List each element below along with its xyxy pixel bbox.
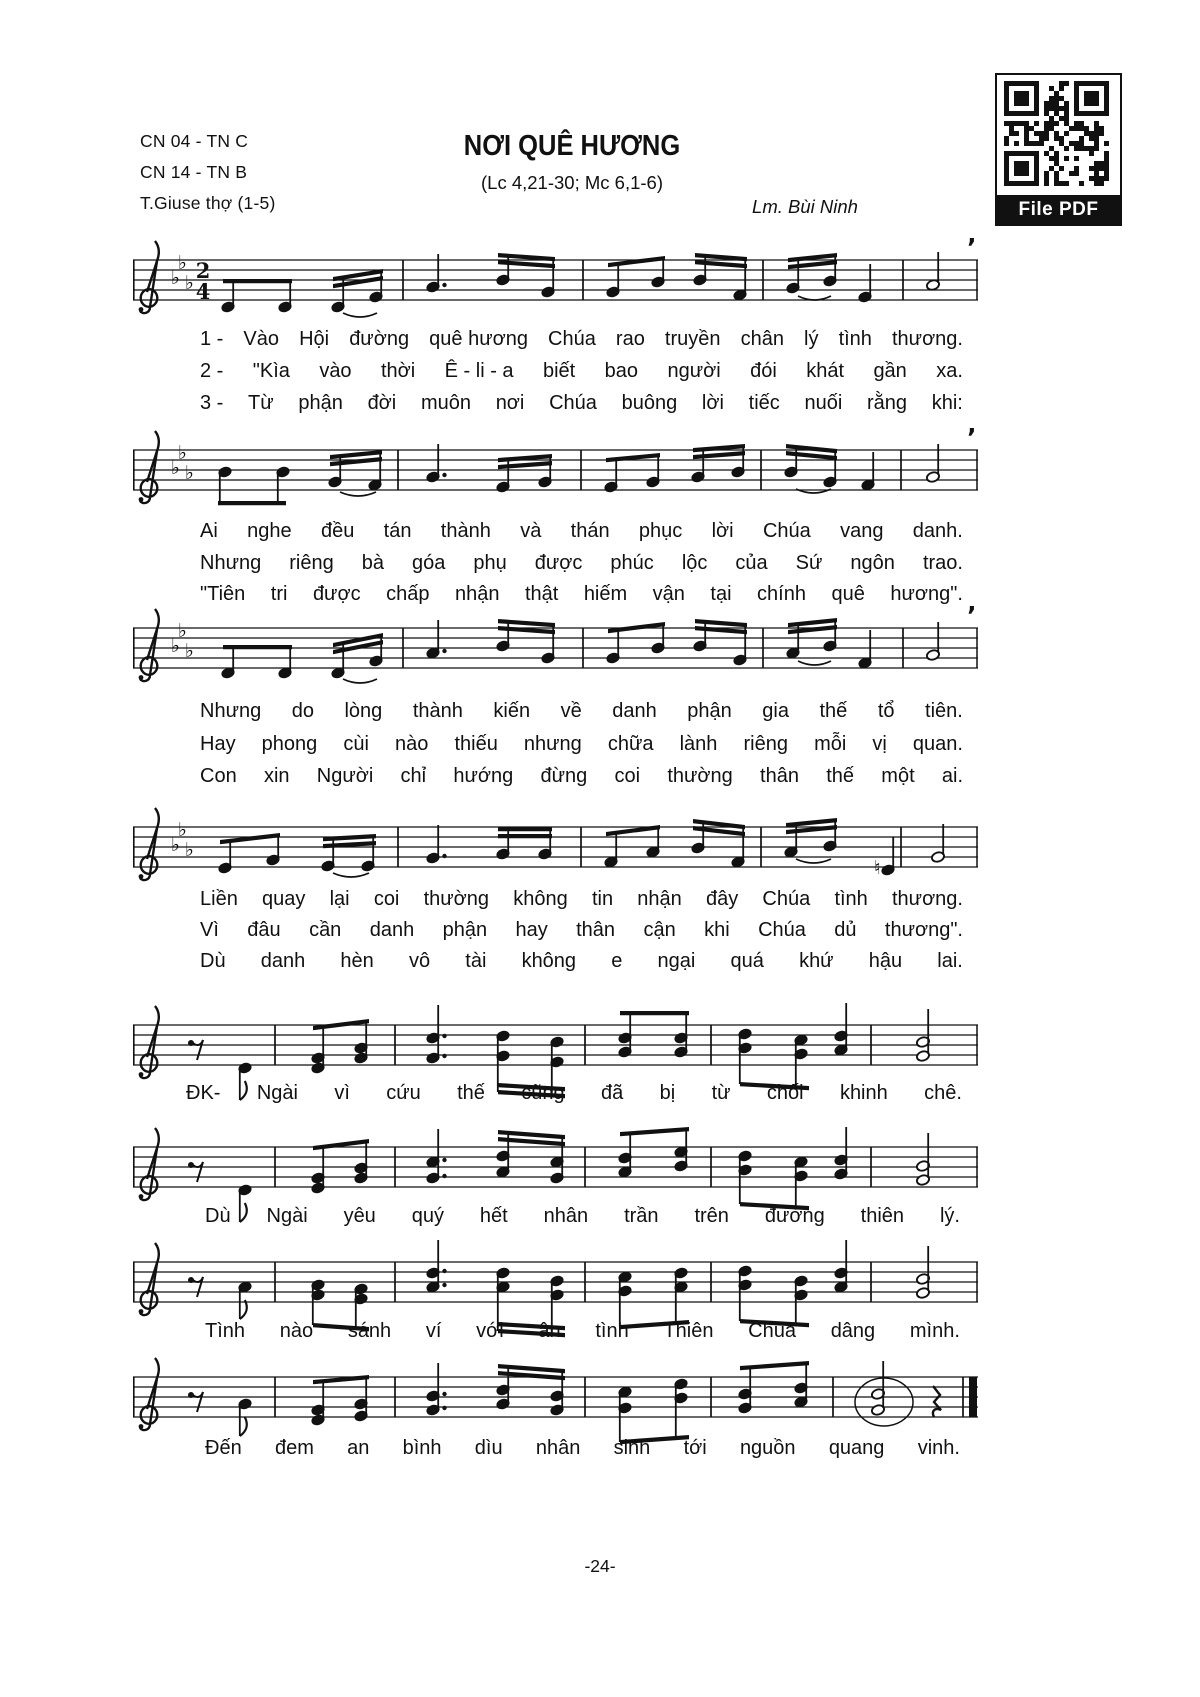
lyric-word: quê hương (429, 328, 528, 350)
lyric-word: muôn (420, 392, 471, 414)
lyric-word: cứu (386, 1082, 421, 1104)
song-title: NƠI QUÊ HƯƠNG (463, 130, 681, 162)
lyric-word: nào (395, 733, 429, 755)
lyric-word: ngại (657, 950, 696, 972)
lyric-word: bị (659, 1082, 676, 1104)
lyric-word: được (534, 552, 583, 574)
lyric-word: Sứ (795, 552, 823, 574)
lyric-word: bình (402, 1437, 442, 1459)
liturgical-refs (140, 126, 275, 219)
lyric-word: rằng (866, 392, 908, 414)
lyric-word: trên (694, 1205, 729, 1227)
lyric-word: tiếc (748, 392, 780, 414)
lyric-line-4-1 (200, 888, 963, 911)
lyric-word: vinh. (917, 1437, 960, 1459)
lyric-word: góa (411, 552, 446, 574)
lyric-word: quá (730, 950, 764, 972)
lyric-word: đói (750, 360, 777, 382)
lyric-word: thế (457, 1082, 485, 1104)
lyric-word: Chúa (548, 328, 596, 350)
lyric-word: nghe (247, 520, 292, 542)
lyric-word: tại (710, 583, 732, 605)
lyric-word: ví (425, 1320, 442, 1342)
lyric-line-8-1 (205, 1437, 960, 1460)
lyric-word: Hay (200, 733, 236, 755)
lyric-line-3-3 (200, 765, 963, 788)
lyric-word: dâng (830, 1320, 876, 1342)
lyric-word: trao. (922, 552, 963, 574)
lyric-word: nguồn (739, 1437, 796, 1459)
lyric-word: thương. (892, 888, 963, 910)
flat-sign: ♭ (171, 834, 180, 856)
lyric-word: hậu (868, 950, 903, 972)
lyric-word: đây (705, 888, 739, 910)
lyric-line-7-1 (205, 1320, 960, 1343)
lyric-word: tiên. (925, 700, 963, 722)
lyric-word: tới (683, 1437, 707, 1459)
lyric-word: Ê - li - a (444, 360, 514, 382)
lyric-word: ân (538, 1320, 561, 1342)
lyric-word: phục (638, 520, 683, 542)
lyric-word: danh (612, 700, 657, 722)
lyric-word: chỉ (400, 765, 427, 787)
lyric-word: phận (298, 392, 343, 414)
lyric-word: Chúa (758, 919, 806, 941)
lyric-word: vô (408, 950, 431, 972)
lyric-word: Vào (243, 328, 280, 350)
lyric-word: quang (828, 1437, 885, 1459)
lyric-word: mình. (909, 1320, 960, 1342)
qr-label: File PDF (997, 195, 1120, 224)
lyric-word: tri (270, 583, 288, 605)
lyric-word: lành (679, 733, 718, 755)
natural-sign: ♮ (874, 857, 881, 879)
lyric-word: sinh (613, 1437, 651, 1459)
lyric-word: cận (643, 919, 676, 941)
lyric-word: 2 - (200, 360, 224, 382)
lyric-word: khát (806, 360, 845, 382)
lyric-word: chê. (924, 1082, 962, 1104)
lyric-word: Chúa (762, 520, 811, 542)
lyric-word: quay (262, 888, 306, 910)
lyric-word: vận (652, 583, 685, 605)
lyric-word: chấp (386, 583, 430, 605)
lyric-word: lời (701, 392, 724, 414)
lyric-word: khứ (799, 950, 834, 972)
lyric-word: của (735, 552, 768, 574)
lyric-word: đường (764, 1205, 825, 1227)
lyric-word: khi: (931, 392, 963, 414)
lyric-word: vào (319, 360, 352, 382)
lyric-word: dìu (474, 1437, 503, 1459)
lyric-word: tình (834, 888, 868, 910)
lyric-word: yêu (343, 1205, 376, 1227)
lyric-word: riêng (289, 552, 334, 574)
lyric-word: lý. (939, 1205, 960, 1227)
lyric-word: thế (826, 765, 855, 787)
lyric-word: đường (349, 328, 410, 350)
flat-sign: ♭ (178, 442, 187, 464)
lyric-word: Thiên (663, 1320, 714, 1342)
treble-clef-icon (139, 1358, 159, 1430)
lyric-line-1-3 (200, 392, 963, 415)
lyric-word: nhân (535, 1437, 581, 1459)
lyric-line-3-2 (200, 733, 963, 756)
flat-sign: ♭ (178, 252, 187, 274)
lyric-word: hèn (340, 950, 374, 972)
lyric-word: vì (334, 1082, 350, 1104)
lyric-word: chữa (607, 733, 654, 755)
lyric-word: coi (614, 765, 641, 787)
lyric-word: phong (261, 733, 318, 755)
lyric-word: coi (373, 888, 400, 910)
lyric-word: thành (412, 700, 463, 722)
lyric-word: gia (762, 700, 789, 722)
lyric-word: thán (570, 520, 610, 542)
lyric-line-6-1 (205, 1205, 960, 1228)
lyric-word: nhận (454, 583, 500, 605)
lyric-word: ngôn (850, 552, 895, 574)
lyric-word: Ai (200, 520, 218, 542)
lyric-word: chân (740, 328, 784, 350)
lyric-word: thiên (860, 1205, 905, 1227)
lyric-word: Đến (205, 1437, 242, 1459)
lyric-word: Ngài (266, 1205, 308, 1227)
lyric-line-2-1 (200, 520, 963, 543)
lyric-word: thân (760, 765, 799, 787)
lyric-word: chính (757, 583, 806, 605)
composer-credit: Lm. Bùi Ninh (752, 196, 858, 217)
qr-code-image (1002, 79, 1116, 193)
lyric-word: thường (667, 765, 733, 787)
qr-code (995, 73, 1122, 226)
lyric-word: nuối (804, 392, 843, 414)
lyric-word: Liền (200, 888, 238, 910)
lyric-word: hiếm (583, 583, 628, 605)
treble-clef-icon (139, 808, 159, 880)
lyric-word: truyền (664, 328, 721, 350)
flat-sign: ♭ (178, 620, 187, 642)
lyric-word: tình (595, 1320, 629, 1342)
lyric-word: không (521, 950, 577, 972)
lyric-word: quý (411, 1205, 444, 1227)
lyric-line-4-3 (200, 950, 963, 973)
lyric-word: cũng (521, 1082, 565, 1104)
lyric-word: Chúa (549, 392, 597, 414)
lyric-word: với (476, 1320, 504, 1342)
lyric-line-1-2 (200, 360, 963, 383)
lyric-line-2-2 (200, 552, 963, 575)
lyric-word: Tình (205, 1320, 246, 1342)
lyric-word: 3 - (200, 392, 224, 414)
lyric-word: thân (576, 919, 616, 941)
flat-sign: ♭ (185, 839, 194, 861)
lyric-word: tán (383, 520, 412, 542)
lyric-word: riêng (743, 733, 788, 755)
lyric-word: Người (316, 765, 374, 787)
lyric-word: tài (465, 950, 487, 972)
lyric-word: Vì (200, 919, 219, 941)
lyric-word: thiếu (454, 733, 498, 755)
lyric-word: lộc (681, 552, 708, 574)
ref-line-3: T.Giuse thợ (1-5) (140, 193, 276, 213)
lyric-word: chối (766, 1082, 804, 1104)
lyric-word: thành (440, 520, 491, 542)
lyric-word: nhân (543, 1205, 589, 1227)
tie (798, 661, 831, 665)
lyric-word: an (347, 1437, 370, 1459)
tie (340, 492, 376, 496)
lyric-word: phụ (473, 552, 507, 574)
lyric-word: nào (279, 1320, 314, 1342)
lyric-word: lý (804, 328, 819, 350)
lyric-word: không (513, 888, 568, 910)
lyric-word: Dù (200, 950, 226, 972)
flat-sign: ♭ (178, 819, 187, 841)
breath-mark: ’ (967, 235, 977, 262)
lyric-word: thương". (884, 919, 963, 941)
tie (333, 873, 369, 877)
lyric-word: và (520, 520, 542, 542)
breath-mark: ’ (967, 603, 977, 630)
lyric-line-5-1 (186, 1082, 962, 1105)
lyric-word: bao (604, 360, 639, 382)
lyric-word: về (560, 700, 582, 722)
lyric-word: thương. (892, 328, 963, 350)
flat-sign: ♭ (185, 272, 194, 294)
lyric-word: quê (831, 583, 865, 605)
lyric-word: biết (542, 360, 576, 382)
lyric-word: gần (873, 360, 907, 382)
treble-clef-icon (139, 431, 159, 503)
lyric-word: mỗi (814, 733, 847, 755)
lyric-word: từ (711, 1082, 731, 1104)
scripture-reference: (Lc 4,21-30; Mc 6,1-6) (481, 172, 663, 193)
lyric-word: danh (369, 919, 415, 941)
lyric-word: lời (711, 520, 734, 542)
lyric-word: tin (591, 888, 614, 910)
lyric-word: phận (687, 700, 732, 722)
breath-mark: ’ (967, 425, 977, 452)
lyric-word: dủ (834, 919, 857, 941)
lyric-word: Nhưng (200, 700, 262, 722)
lyric-word: phận (442, 919, 488, 941)
flat-sign: ♭ (171, 457, 180, 479)
lyric-word: Ngài (256, 1082, 298, 1104)
lyric-word: danh. (912, 520, 963, 542)
lyric-word: tình (838, 328, 872, 350)
lyric-word: ĐK- (186, 1082, 221, 1104)
lyric-word: sánh (347, 1320, 392, 1342)
lyric-word: vang (840, 520, 884, 542)
lyric-word: nhưng (523, 733, 582, 755)
page-number: -24- (584, 1556, 616, 1576)
lyric-word: ai. (941, 765, 963, 787)
lyric-line-4-2 (200, 919, 963, 942)
lyric-word: hay (515, 919, 548, 941)
lyric-word: Chúa (748, 1320, 796, 1342)
lyric-word: Nhưng (200, 552, 262, 574)
music-system-3 (133, 603, 983, 715)
lyric-word: Dù (205, 1205, 231, 1227)
lyric-word: được (312, 583, 361, 605)
lyric-word: quan. (912, 733, 963, 755)
lyric-word: nhận (637, 888, 682, 910)
treble-clef-icon (139, 241, 159, 313)
lyric-word: hương". (890, 583, 963, 605)
lyric-word: lai. (937, 950, 963, 972)
flat-sign: ♭ (171, 267, 180, 289)
lyric-word: thật (524, 583, 559, 605)
treble-clef-icon (139, 1128, 159, 1200)
lyric-word: Con (200, 765, 237, 787)
lyric-word: bà (361, 552, 384, 574)
lyric-word: "Kìa (252, 360, 290, 382)
lyric-word: danh (260, 950, 306, 972)
lyric-word: e (611, 950, 623, 972)
lyric-word: kiến (493, 700, 531, 722)
lyric-word: nơi (495, 392, 525, 414)
lyric-word: một (881, 765, 915, 787)
lyric-word: do (291, 700, 314, 722)
lyric-word: xa. (936, 360, 963, 382)
ref-line-1: CN 04 - TN C (140, 131, 249, 151)
lyric-word: hết (479, 1205, 508, 1227)
lyric-word: người (667, 360, 721, 382)
time-signature: 4 (195, 279, 211, 304)
lyric-word: 1 - (200, 328, 224, 350)
lyric-word: vị (872, 733, 887, 755)
lyric-word: Chúa (762, 888, 811, 910)
treble-clef-icon (139, 1243, 159, 1315)
lyric-word: Hội (299, 328, 330, 350)
lyric-word: buông (621, 392, 678, 414)
lyric-word: đã (601, 1082, 624, 1104)
lyric-word: Từ (248, 392, 274, 414)
lyric-word: đều (320, 520, 355, 542)
lyric-line-1-1 (200, 328, 963, 351)
lyric-word: khi (704, 919, 730, 941)
lyric-word: thường (423, 888, 490, 910)
lyric-word: rao (615, 328, 645, 350)
tie (343, 313, 377, 317)
treble-clef-icon (139, 609, 159, 681)
flat-sign: ♭ (185, 640, 194, 662)
lyric-word: xin (263, 765, 290, 787)
lyric-word: hướng (453, 765, 514, 787)
tie (343, 679, 377, 683)
treble-clef-icon (139, 1006, 159, 1078)
lyric-word: thời (380, 360, 416, 382)
lyric-word: trần (624, 1205, 659, 1227)
lyric-word: lại (329, 888, 350, 910)
time-signature: 2 (195, 258, 211, 283)
lyric-word: đem (274, 1437, 314, 1459)
lyric-word: "Tiên (200, 583, 246, 605)
lyric-line-3-1 (200, 700, 963, 723)
lyric-word: đâu (247, 919, 281, 941)
lyric-word: cùi (343, 733, 369, 755)
lyric-word: phúc (610, 552, 654, 574)
lyric-word: tổ (877, 700, 895, 722)
lyric-word: đừng (540, 765, 588, 787)
flat-sign: ♭ (171, 635, 180, 657)
lyric-word: đời (367, 392, 397, 414)
lyric-word: khinh (839, 1082, 888, 1104)
flat-sign: ♭ (185, 462, 194, 484)
lyric-word: lòng (344, 700, 383, 722)
ref-line-2: CN 14 - TN B (140, 162, 248, 182)
lyric-word: thế (819, 700, 848, 722)
lyric-word: cần (309, 919, 342, 941)
lyric-line-2-3 (200, 583, 963, 606)
tie (796, 859, 831, 863)
